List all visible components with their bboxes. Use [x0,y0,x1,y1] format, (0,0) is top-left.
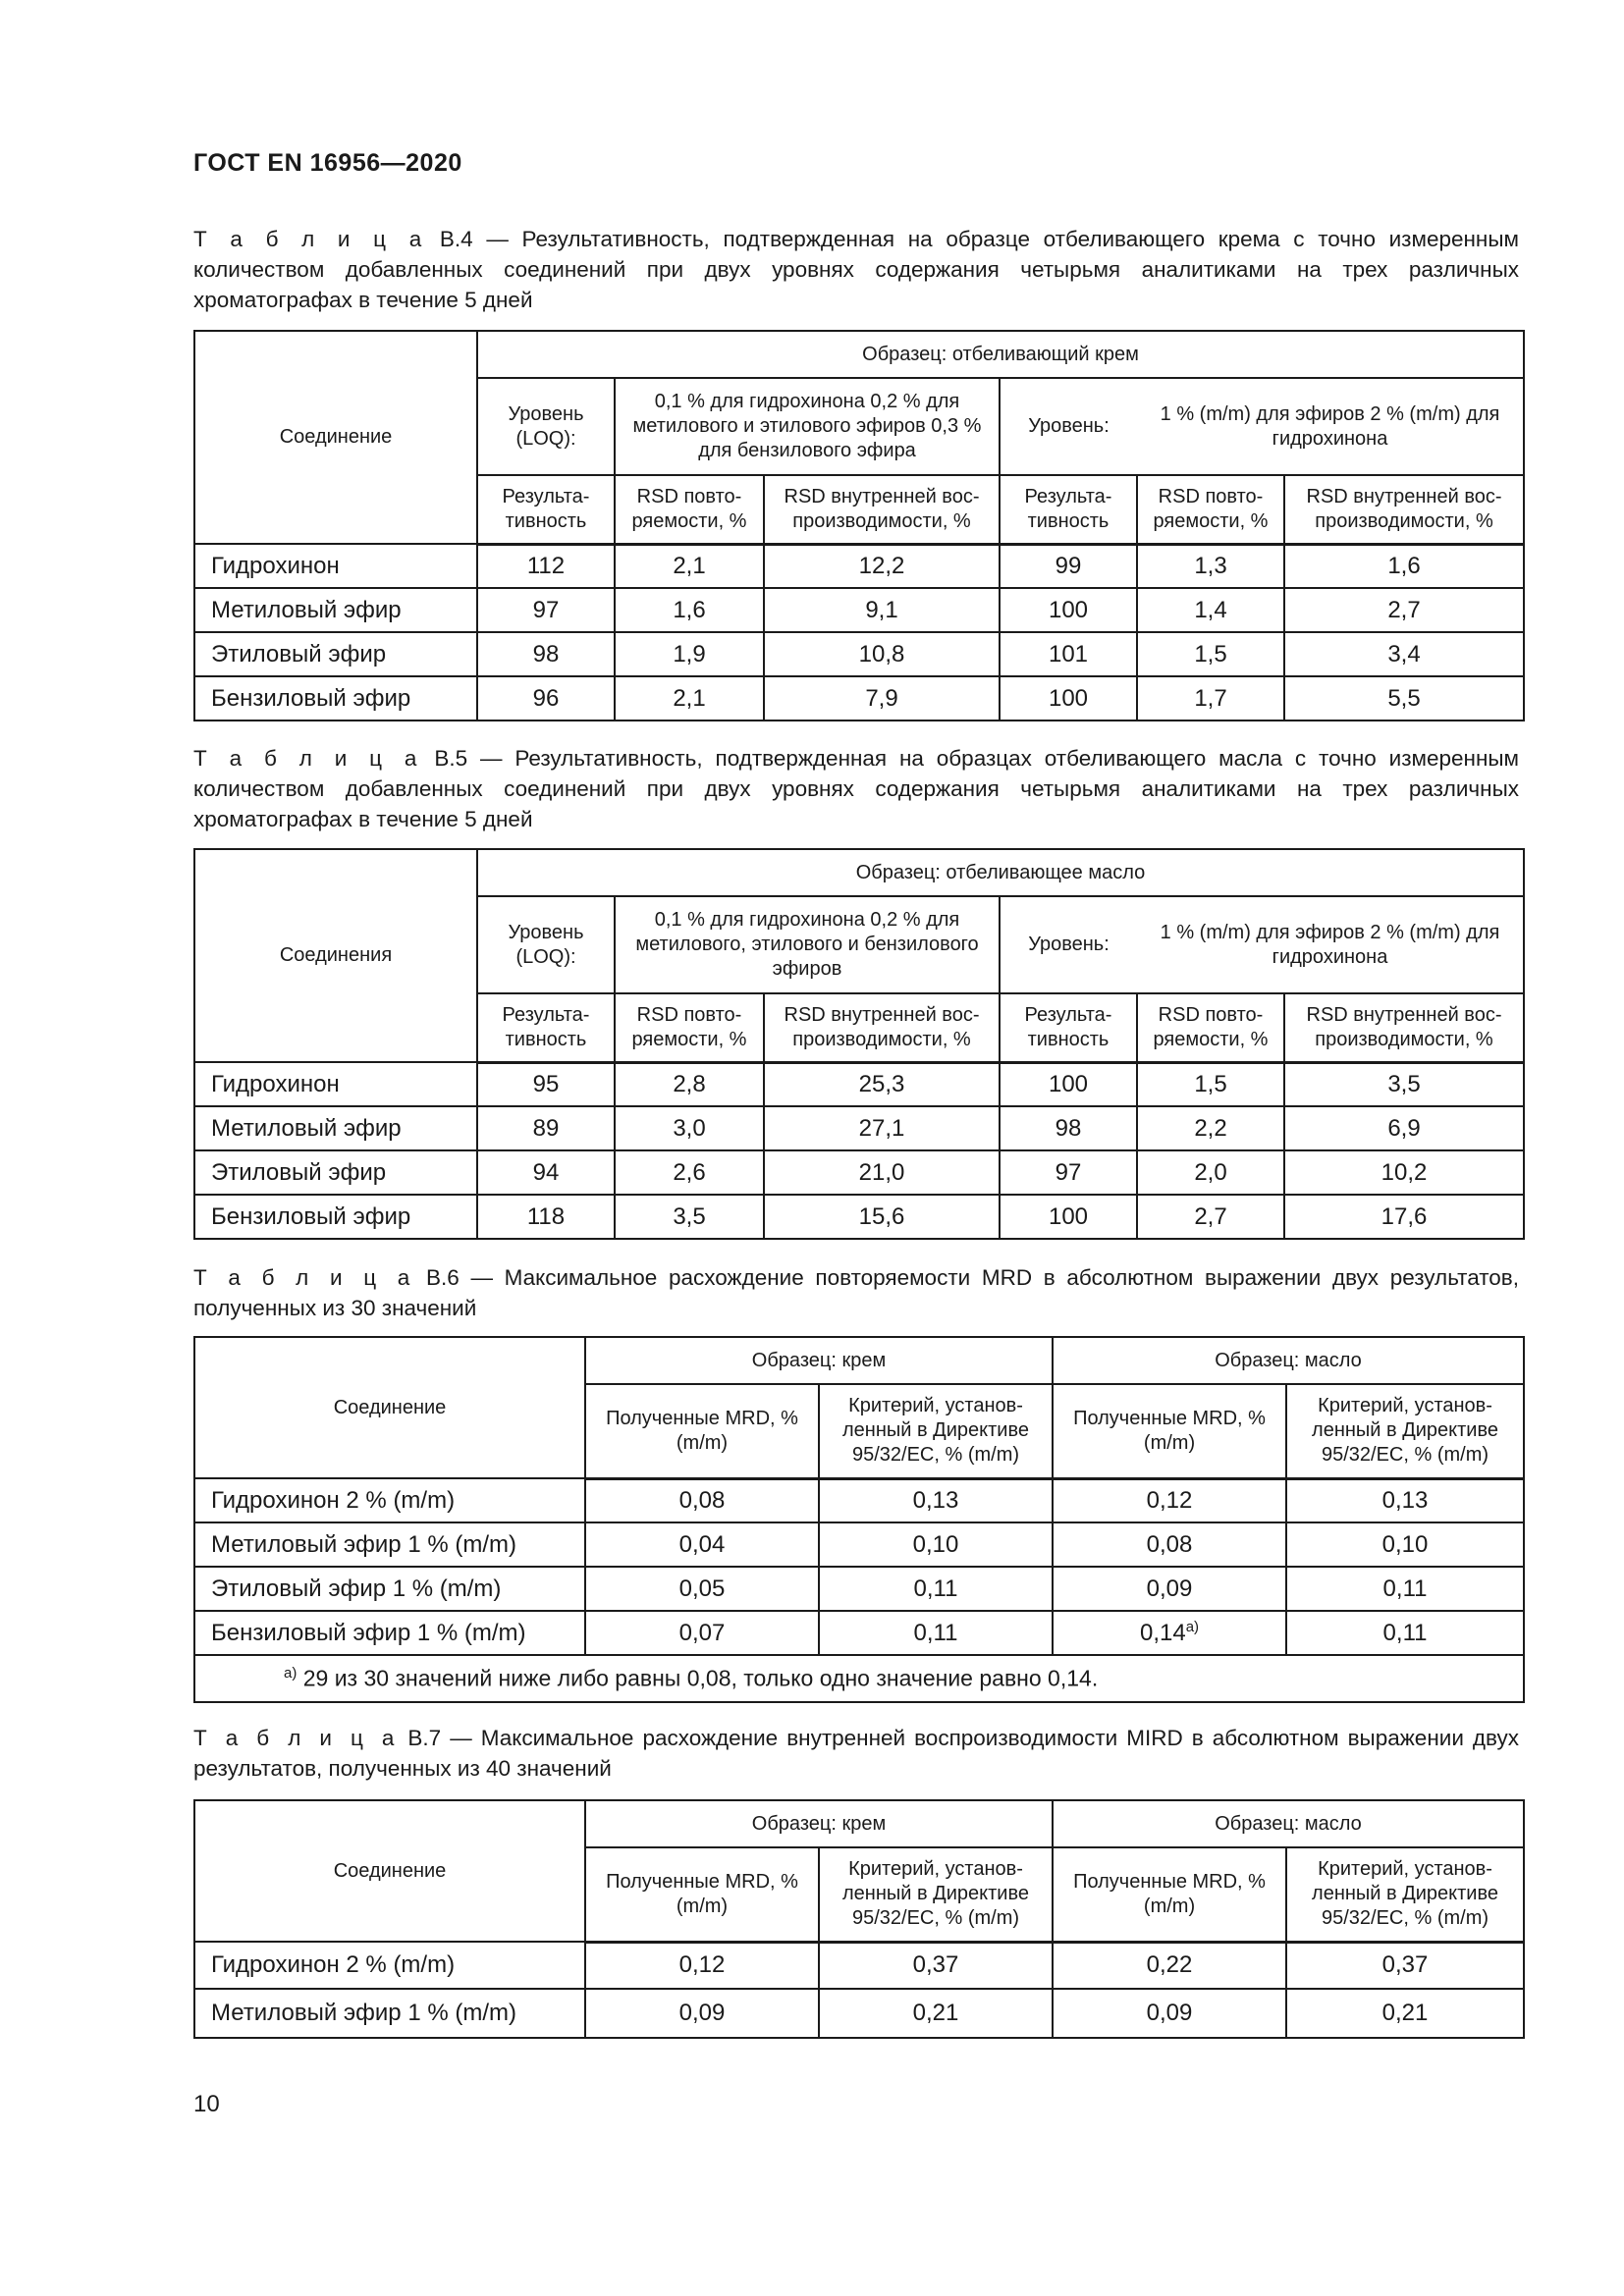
compound-header: Соединение [194,1800,585,1942]
cell: 0,37 [1286,1942,1524,1989]
cell: 0,21 [819,1989,1053,2038]
footnote-text: 29 из 30 значений ниже либо равны 0,08, только одно значение равно 0,14. [297,1665,1099,1691]
row-name: Метиловый эфир 1 % (m/m) [194,1989,585,2038]
row-name: Бензиловый эфир 1 % (m/m) [194,1611,585,1655]
cell: 2,8 [615,1062,764,1106]
cell: 0,13 [819,1478,1053,1522]
cell: 1,5 [1137,1062,1284,1106]
table-b4 [193,330,1525,721]
col-header: RSD внутренней вос-производимости, % [764,475,1000,544]
cell: 2,1 [615,676,764,721]
col-header: RSD повто-ряемости, % [1137,993,1284,1062]
cell: 94 [477,1150,615,1195]
table-row [194,544,1524,588]
sample-oil-header: Образец: масло [1053,1337,1524,1384]
cell: 0,11 [819,1611,1053,1655]
cell: 27,1 [764,1106,1000,1150]
cell: 0,12 [1053,1478,1286,1522]
table-row [194,676,1524,721]
cell: 2,2 [1137,1106,1284,1150]
cell: 25,3 [764,1062,1000,1106]
cell: 98 [1000,1106,1137,1150]
cell: 3,4 [1284,632,1524,676]
cell: 10,8 [764,632,1000,676]
cell: 0,09 [585,1989,819,2038]
row-name: Гидрохинон 2 % (m/m) [194,1942,585,1989]
cell: 2,7 [1284,588,1524,632]
cell: 7,9 [764,676,1000,721]
footnote-marker: а) [284,1665,298,1682]
col-header: RSD повто-ряемости, % [615,475,764,544]
sample-oil-header: Образец: масло [1053,1800,1524,1847]
cell: 0,05 [585,1567,819,1611]
table-row [194,1567,1524,1611]
table-row [194,632,1524,676]
cell: 0,08 [585,1478,819,1522]
col-header: Результа-тивность [1000,993,1137,1062]
table-row [194,588,1524,632]
level-loq-value: 0,1 % для гидрохинона 0,2 % для метилового и этилового эфиров 0,3 % для бензилового эфира [615,378,1000,475]
table-b5-caption: Т а б л и ц а В.5 — Результативность, подтвержденная на образцах отбеливающего масла с точно измеренным количеством добавленных соединений при двух уровнях содержания четырьмя аналитиками на трех различных хроматографах в течение 5 дней [193,746,1520,831]
sample-cream-header: Образец: крем [585,1800,1053,1847]
col-header: Полученные MRD, % (m/m) [585,1384,819,1478]
cell: 0,10 [1286,1522,1524,1567]
cell: 0,37 [819,1942,1053,1989]
cell: 1,9 [615,632,764,676]
cell: 2,7 [1137,1195,1284,1239]
cell: 0,11 [1286,1611,1524,1655]
sample-header: Образец: отбеливающий крем [477,331,1524,378]
row-name: Гидрохинон [194,544,477,588]
cell: 2,1 [615,544,764,588]
cell: 1,3 [1137,544,1284,588]
cell: 118 [477,1195,615,1239]
cell: 1,5 [1137,632,1284,676]
table-b6 [193,1336,1525,1703]
col-header: Критерий, установ-ленный в Директиве 95/32/ЕС, % (m/m) [819,1384,1053,1478]
cell: 5,5 [1284,676,1524,721]
cell: 2,6 [615,1150,764,1195]
table-b4-caption: Т а б л и ц а В.4 — Результативность, подтвержденная на образце отбеливающего крема с точно измеренным количеством добавленных соединений при двух уровнях содержания четырьмя аналитиками на трех различных хроматографах в течение 5 дней [193,227,1520,312]
row-name: Бензиловый эфир [194,1195,477,1239]
level-label: Уровень: [1000,896,1137,993]
cell: 101 [1000,632,1137,676]
level-value: 1 % (m/m) для эфиров 2 % (m/m) для гидрохинона [1137,896,1524,993]
row-name: Этиловый эфир [194,1150,477,1195]
cell: 112 [477,544,615,588]
document-header: ГОСТ EN 16956—2020 [193,149,462,177]
col-header: Полученные MRD, % (m/m) [585,1847,819,1942]
col-header: Результа-тивность [477,993,615,1062]
table-row [194,1106,1524,1150]
level-label: Уровень: [1000,378,1137,475]
cell: 3,5 [1284,1062,1524,1106]
cell: 3,5 [615,1195,764,1239]
row-name: Метиловый эфир [194,1106,477,1150]
cell: 1,7 [1137,676,1284,721]
cell: 3,0 [615,1106,764,1150]
table-b5 [193,848,1525,1240]
level-loq-label: Уровень (LOQ): [477,378,615,475]
cell: 1,6 [615,588,764,632]
cell: 0,07 [585,1611,819,1655]
level-loq-value: 0,1 % для гидрохинона 0,2 % для метилового, этилового и бензилового эфиров [615,896,1000,993]
cell: 0,11 [1286,1567,1524,1611]
cell: 95 [477,1062,615,1106]
cell: 0,21 [1286,1989,1524,2038]
table-row [194,1150,1524,1195]
cell: 89 [477,1106,615,1150]
cell: 0,04 [585,1522,819,1567]
col-header: Критерий, установ-ленный в Директиве 95/32/ЕС, % (m/m) [1286,1384,1524,1478]
level-loq-label: Уровень (LOQ): [477,896,615,993]
cell: 0,10 [819,1522,1053,1567]
row-name: Метиловый эфир [194,588,477,632]
cell: 0,22 [1053,1942,1286,1989]
cell: 96 [477,676,615,721]
col-header: RSD внутренней вос-производимости, % [1284,475,1524,544]
sample-header: Образец: отбеливающее масло [477,849,1524,896]
cell: 0,09 [1053,1989,1286,2038]
cell: 12,2 [764,544,1000,588]
cell [1053,1611,1286,1655]
table-footnote [194,1655,1524,1702]
col-header: Полученные MRD, % (m/m) [1053,1384,1286,1478]
compound-header: Соединения [194,849,477,1062]
cell: 100 [1000,1195,1137,1239]
cell: 10,2 [1284,1150,1524,1195]
cell: 9,1 [764,588,1000,632]
cell: 97 [477,588,615,632]
col-header: Результа-тивность [1000,475,1137,544]
compound-header: Соединение [194,331,477,544]
col-header: RSD повто-ряемости, % [1137,475,1284,544]
cell: 97 [1000,1150,1137,1195]
cell: 1,4 [1137,588,1284,632]
cell: 0,13 [1286,1478,1524,1522]
level-value: 1 % (m/m) для эфиров 2 % (m/m) для гидрохинона [1137,378,1524,475]
cell: 1,6 [1284,544,1524,588]
table-b7-caption: Т а б л и ц а В.7 — Максимальное расхождение внутренней воспроизводимости MIRD в абсолютном выражении двух результатов, полученных из 40 значений [193,1726,1519,1781]
table-row [194,1611,1524,1655]
cell-value: 0,14 [1139,1620,1186,1646]
table-row [194,1478,1524,1522]
row-name: Гидрохинон [194,1062,477,1106]
row-name: Этиловый эфир 1 % (m/m) [194,1567,585,1611]
cell: 6,9 [1284,1106,1524,1150]
cell: 0,09 [1053,1567,1286,1611]
table-b6-caption: Т а б л и ц а В.6 — Максимальное расхождение повторяемости MRD в абсолютном выражении двух результатов, полученных из 30 значений [193,1265,1519,1320]
cell: 0,12 [585,1942,819,1989]
cell: 15,6 [764,1195,1000,1239]
compound-header: Соединение [194,1337,585,1478]
table-row [194,1195,1524,1239]
table-row [194,1942,1524,1989]
col-header: Результа-тивность [477,475,615,544]
sample-cream-header: Образец: крем [585,1337,1053,1384]
table-row [194,1989,1524,2038]
cell: 21,0 [764,1150,1000,1195]
cell: 99 [1000,544,1137,588]
cell: 0,08 [1053,1522,1286,1567]
table-b7 [193,1799,1525,2039]
cell: 100 [1000,676,1137,721]
cell: 2,0 [1137,1150,1284,1195]
cell: 98 [477,632,615,676]
cell: 100 [1000,588,1137,632]
table-row [194,1522,1524,1567]
row-name: Бензиловый эфир [194,676,477,721]
col-header: Полученные MRD, % (m/m) [1053,1847,1286,1942]
cell: 100 [1000,1062,1137,1106]
row-name: Гидрохинон 2 % (m/m) [194,1478,585,1522]
footnote-marker: а) [1185,1619,1200,1635]
table-row [194,1062,1524,1106]
col-header: RSD внутренней вос-производимости, % [1284,993,1524,1062]
page-number: 10 [193,2091,220,2117]
col-header: RSD повто-ряемости, % [615,993,764,1062]
cell: 0,11 [819,1567,1053,1611]
col-header: RSD внутренней вос-производимости, % [764,993,1000,1062]
cell: 17,6 [1284,1195,1524,1239]
row-name: Этиловый эфир [194,632,477,676]
col-header: Критерий, установ-ленный в Директиве 95/32/ЕС, % (m/m) [1286,1847,1524,1942]
col-header: Критерий, установ-ленный в Директиве 95/32/ЕС, % (m/m) [819,1847,1053,1942]
row-name: Метиловый эфир 1 % (m/m) [194,1522,585,1567]
